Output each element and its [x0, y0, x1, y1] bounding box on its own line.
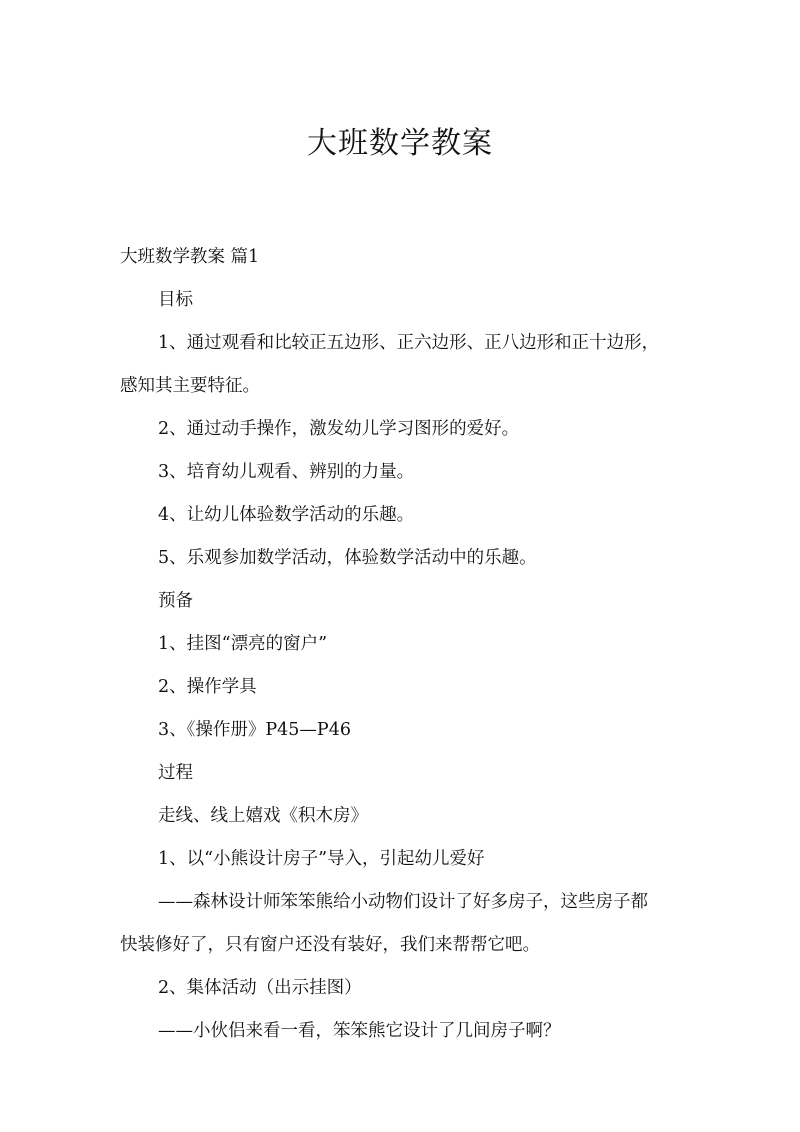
- process-step-2: 2、集体活动（出示挂图）: [158, 978, 362, 998]
- goal-item-1-continued: 感知其主要特征。: [120, 376, 260, 396]
- goal-item-5: 5、乐观参加数学活动，体验数学活动中的乐趣。: [158, 548, 537, 568]
- prep-item-2: 2、操作学具: [158, 677, 257, 697]
- section-heading: 大班数学教案 篇1: [120, 247, 260, 267]
- goal-item-1: 1、通过观看和比较正五边形、正六边形、正八边形和正十边形，: [158, 333, 660, 353]
- process-step-1: 1、以“小熊设计房子”导入，引起幼儿爱好: [158, 849, 485, 869]
- subheading-preparation: 预备: [158, 591, 193, 611]
- process-step-1-dialogue-continued: 快装修好了，只有窗户还没有装好，我们来帮帮它吧。: [120, 935, 540, 955]
- subheading-process: 过程: [158, 763, 193, 783]
- prep-item-3: 3、《操作册》P45—P46: [158, 720, 351, 740]
- process-intro: 走线、线上嬉戏《积木房》: [158, 806, 368, 826]
- process-step-2-dialogue: ——小伙侣来看一看，笨笨熊它设计了几间房子啊？: [158, 1021, 561, 1041]
- subheading-goals: 目标: [158, 290, 193, 310]
- goal-item-2: 2、通过动手操作，激发幼儿学习图形的爱好。: [158, 419, 520, 439]
- goal-item-4: 4、让幼儿体验数学活动的乐趣。: [158, 505, 415, 525]
- prep-item-1: 1、挂图“漂亮的窗户”: [158, 634, 328, 654]
- goal-item-3: 3、培育幼儿观看、辨别的力量。: [158, 462, 415, 482]
- process-step-1-dialogue: ——森林设计师笨笨熊给小动物们设计了好多房子，这些房子都: [158, 892, 648, 912]
- document-title: 大班数学教案: [307, 126, 493, 161]
